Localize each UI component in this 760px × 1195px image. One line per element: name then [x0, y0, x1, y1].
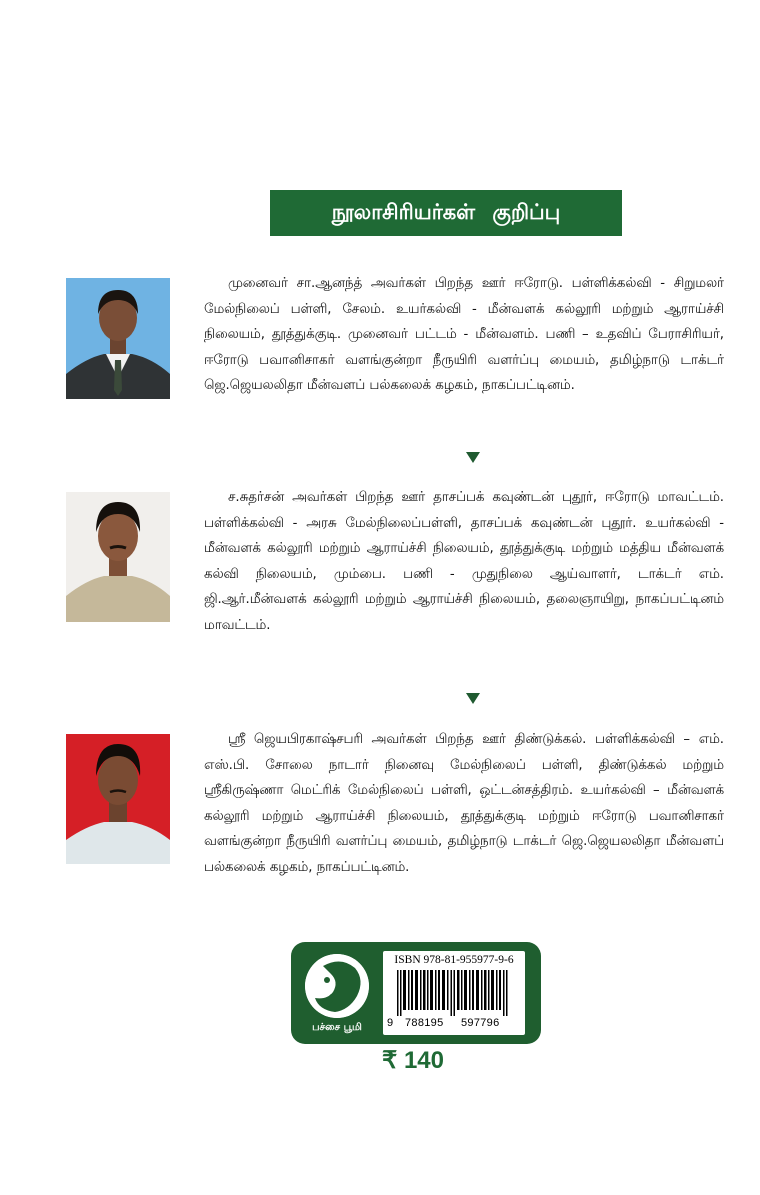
barcode-digits-left: 788195: [405, 1017, 444, 1029]
author-bio-3: ஸ்ரீ ஜெயபிரகாஷ்சபரி அவர்கள் பிறந்த ஊர் திண்டுக்கல். பள்ளிக்கல்வி – எம். எஸ்.பி. சோலை நாடார் நினைவு மேல்நிலைப் பள்ளி, திண்டுக்கல் மற்றும் ஸ்ரீகிருஷ்ணா மெட்ரிக் மேல்நிலைப் பள்ளி, ஒட்டன்சத்திரம். உயர்கல்வி – மீன்வளக் கல்லூரி மற்றும் ஆராய்ச்சி நிலையம், தூத்துக்குடி மற்றும் ஈரோடு பவானிசாகர் வளங்குன்றா நீருயிரி வளர்ப்பு மையம், தமிழ்நாடு டாக்டர் ஜெ.ஜெயலலிதா மீன்வளப் பல்கலைக் கழகம், நாகப்பட்டினம்.: [204, 732, 724, 875]
separator-triangle-icon: [466, 452, 480, 463]
separator-triangle-icon: [466, 693, 480, 704]
barcode-icon: [391, 970, 517, 1016]
publisher-logo-icon: [305, 954, 369, 1018]
author-bio-1: முனைவர் சா.ஆனந்த் அவர்கள் பிறந்த ஊர் ஈரோடு. பள்ளிக்கல்வி - சிறுமலர் மேல்நிலைப் பள்ளி, சேலம். உயர்கல்வி - மீன்வளக் கல்லூரி மற்றும் ஆராய்ச்சி நிலையம், தூத்துக்குடி. முனைவர் பட்டம் - மீன்வளம். பணி – உதவிப் பேராசிரியர், ஈரோடு பவானிசாகர் வளங்குன்றா நீருயிரி வளர்ப்பு மையம், தமிழ்நாடு டாக்டர் ஜெ.ஜெயலலிதா மீன்வளப் பல்கலைக் கழகம், நாகப்பட்டினம்.: [204, 276, 724, 393]
isbn-barcode: [383, 951, 525, 1035]
author-bio-2: ச.சுதர்சன் அவர்கள் பிறந்த ஊர் தாசப்பக் கவுண்டன் புதூர், ஈரோடு மாவட்டம். பள்ளிக்கல்வி - அரசு மேல்நிலைப்பள்ளி, தாசப்பக் கவுண்டன் புதூர். உயர்கல்வி - மீன்வளக் கல்லூரி மற்றும் ஆராய்ச்சி நிலையம், தூத்துக்குடி மற்றும் மத்திய மீன்வளக் கல்வி நிலையம், மும்பை. பணி - முதுநிலை ஆய்வாளர், டாக்டர் எம். ஜி.ஆர்.மீன்வளக் கல்லூரி மற்றும் ஆராய்ச்சி நிலையம், தலைஞாயிறு, நாகப்பட்டினம் மாவட்டம்.: [204, 490, 724, 633]
publisher-name: பச்சை பூமி: [312, 1022, 362, 1033]
barcode-digits-right: 597796: [461, 1017, 500, 1029]
author-photo-1: [66, 278, 170, 399]
isbn-number: ISBN 978-81-955977-9-6: [394, 954, 514, 966]
barcode-digit-first: 9: [387, 1017, 394, 1029]
author-photo-3: [66, 734, 170, 864]
price: ₹ 140: [382, 1047, 444, 1074]
section-title: நூலாசிரியர்கள் குறிப்பு: [270, 190, 622, 236]
author-photo-2: [66, 492, 170, 622]
publisher-badge: [291, 942, 541, 1044]
